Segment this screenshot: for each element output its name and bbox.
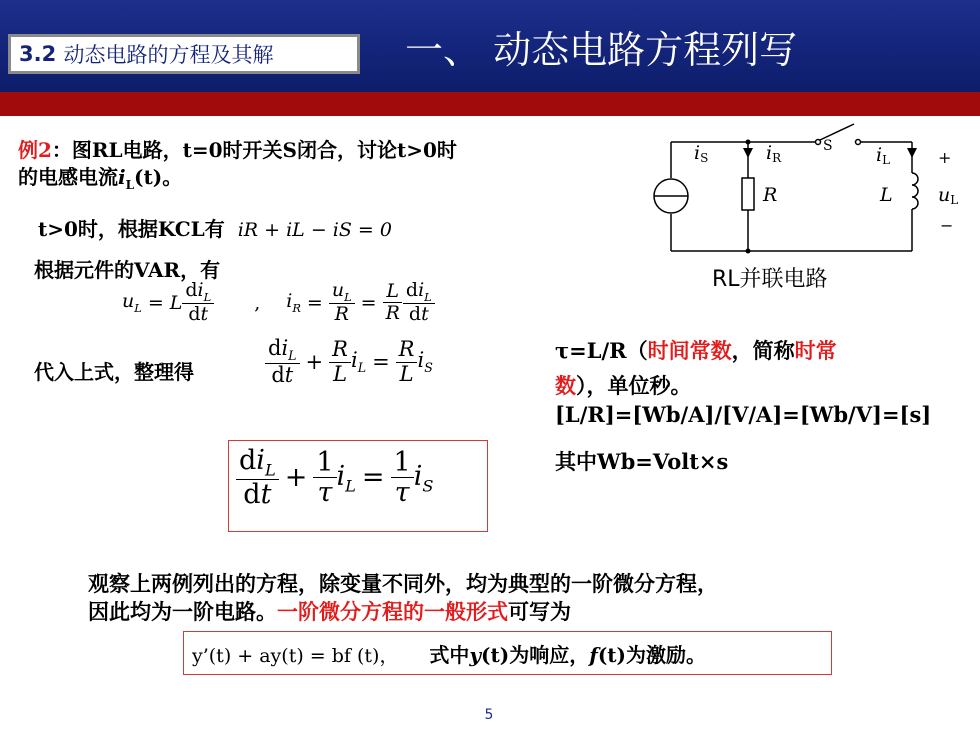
label-ir: iR [766,142,782,165]
label-plus: + [938,148,952,167]
label-minus: − [940,216,954,235]
section-number: 3.2 [19,42,57,66]
label-resistor: R [763,184,778,206]
section-title: 动态电路的方程及其解 [63,43,274,67]
general-form-equation: y’(t) + ay(t) = bf (t)， [192,645,399,667]
label-inductor: L [880,184,893,206]
example-text-1: ：图RL电路，t=0时开关S闭合，讨论t>0时 [51,138,457,162]
example-line-1 [18,134,457,163]
label-ul: uL [938,184,959,207]
kcl-line [38,213,392,242]
example-label: 例2 [18,138,52,162]
var-equations: $u_L$ = L $\frac{di_L}{dt}$ , $i_R$ = $\frac{u_L}{R}$ = $\frac{L}{R}$ $\frac{di_L}{dt}$ [122,280,435,325]
substituted-equation: $\frac{di_L}{dt}$ + $\frac{R}{L}$ $i_L$ = $\frac{R}{L}$ $i_S$ [265,337,433,387]
circuit-caption: RL并联电路 [712,267,828,292]
final-equation: $\frac{di_L}{dt}$ + $\frac{1}{\tau}$ $i_L$ = $\frac{1}{\tau}$ $i_S$ [236,446,433,510]
wb-definition: 其中Wb=Volt×s [555,449,729,474]
page-number: 5 [484,707,494,723]
example-var-sub: L [125,178,135,192]
example-text-2-pre: 的电感电流 [18,165,118,189]
example-var: i [118,165,126,189]
var-line: 根据元件的VAR，有 [34,258,221,282]
label-is: iS [694,142,709,165]
general-form: y’(t) + ay(t) = bf (t)， 式中y(t)为响应，f(t)为激励。 [192,643,706,667]
tau-units: [L/R]=[Wb/A]/[V/A]=[Wb/V]=[s] [555,402,932,427]
conclusion-line-2: 因此均为一阶电路。一阶微分方程的一般形式可写为 [88,599,571,624]
header-stripe [0,92,980,116]
slide-title: 一、 动态电路方程列写 [405,28,798,72]
label-switch: S [823,138,833,154]
section-badge [8,34,360,74]
example-text-2-post: (t)。 [134,165,183,189]
kcl-equation: iR + iL − iS = 0 [237,219,392,241]
tau-line-2: 数），单位秒。 [555,373,692,398]
rl-circuit-diagram [640,118,970,268]
conclusion-line-1: 观察上两例列出的方程，除变量不同外，均为典型的一阶微分方程， [88,571,718,596]
label-il: iL [876,144,891,167]
tau-line-1: τ=L/R（时间常数，简称时常 [555,338,837,363]
substitute-text: 代入上式，整理得 [34,360,194,384]
example-line-2 [18,161,182,192]
kcl-text: t>0时，根据KCL有 [38,217,225,241]
